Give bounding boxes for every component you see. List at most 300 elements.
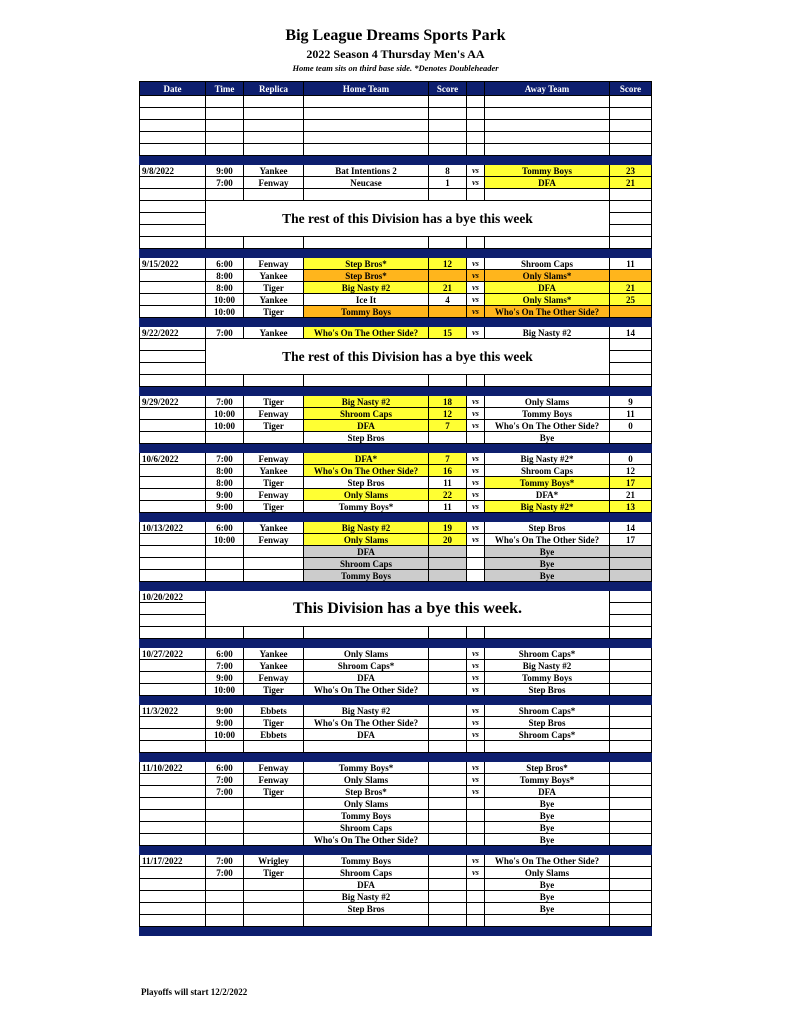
empty-row <box>140 375 652 387</box>
separator-cell <box>140 513 206 522</box>
separator-cell <box>206 156 244 165</box>
away-score-cell <box>610 120 652 132</box>
date-cell <box>140 225 206 237</box>
vs-cell: vs <box>467 648 485 660</box>
away-score-cell: 0 <box>610 453 652 465</box>
away-team-cell: DFA* <box>485 489 610 501</box>
away-team-cell: Bye <box>485 810 610 822</box>
separator-cell <box>206 639 244 648</box>
vs-cell: vs <box>467 534 485 546</box>
vs-cell <box>467 546 485 558</box>
home-team-cell <box>304 120 429 132</box>
away-team-cell <box>485 96 610 108</box>
vs-cell: vs <box>467 306 485 318</box>
separator-cell <box>140 846 206 855</box>
game-row <box>140 822 652 834</box>
date-cell <box>140 96 206 108</box>
date-cell <box>140 132 206 144</box>
vs-cell <box>467 144 485 156</box>
date-cell <box>140 570 206 582</box>
separator-cell <box>304 156 429 165</box>
game-row <box>140 396 652 408</box>
away-score-cell <box>610 834 652 846</box>
away-team-cell: Who's On The Other Side? <box>485 855 610 867</box>
date-cell <box>140 546 206 558</box>
separator-cell <box>304 696 429 705</box>
separator-cell <box>206 582 244 591</box>
time-cell <box>206 822 244 834</box>
away-team-cell <box>485 375 610 387</box>
time-cell <box>206 570 244 582</box>
separator-cell <box>610 513 652 522</box>
time-cell <box>206 834 244 846</box>
game-row <box>140 489 652 501</box>
vs-cell <box>467 189 485 201</box>
date-cell <box>140 363 206 375</box>
replica-cell: Tiger <box>244 306 304 318</box>
date-cell <box>140 915 206 927</box>
table-header-row <box>140 82 652 96</box>
away-team-cell: Big Nasty #2 <box>485 660 610 672</box>
away-team-cell: Bye <box>485 798 610 810</box>
date-cell <box>140 189 206 201</box>
home-team-cell: Only Slams <box>304 798 429 810</box>
home-score-cell <box>429 96 467 108</box>
separator-cell <box>304 318 429 327</box>
away-team-cell: Step Bros <box>485 522 610 534</box>
replica-cell: Fenway <box>244 534 304 546</box>
home-team-cell: DFA* <box>304 453 429 465</box>
game-row <box>140 558 652 570</box>
column-header: Time <box>206 82 244 96</box>
away-team-cell: DFA <box>485 786 610 798</box>
separator-cell <box>140 927 206 936</box>
separator-cell <box>429 513 467 522</box>
time-cell: 10:00 <box>206 306 244 318</box>
replica-cell <box>244 189 304 201</box>
week-separator <box>140 927 652 936</box>
date-cell <box>140 420 206 432</box>
separator-cell <box>429 846 467 855</box>
home-team-cell: Only Slams <box>304 774 429 786</box>
vs-cell <box>467 120 485 132</box>
home-team-cell: Who's On The Other Side? <box>304 684 429 696</box>
home-team-cell: Tommy Boys <box>304 810 429 822</box>
away-score-cell <box>610 627 652 639</box>
home-score-cell <box>429 558 467 570</box>
home-team-cell: Only Slams <box>304 534 429 546</box>
replica-cell <box>244 741 304 753</box>
replica-cell: Tiger <box>244 282 304 294</box>
page-title: Big League Dreams Sports Park <box>285 27 506 44</box>
empty-row <box>140 132 652 144</box>
game-row <box>140 798 652 810</box>
separator-cell <box>485 582 610 591</box>
away-score-cell <box>610 786 652 798</box>
time-cell <box>206 108 244 120</box>
separator-cell <box>429 318 467 327</box>
separator-cell <box>467 513 485 522</box>
home-team-cell: DFA <box>304 879 429 891</box>
home-score-cell: 12 <box>429 408 467 420</box>
home-team-cell: DFA <box>304 672 429 684</box>
away-score-cell: 17 <box>610 477 652 489</box>
time-cell <box>206 546 244 558</box>
home-team-cell: Step Bros <box>304 432 429 444</box>
home-score-cell <box>429 627 467 639</box>
date-cell <box>140 120 206 132</box>
away-team-cell: Tommy Boys <box>485 672 610 684</box>
home-score-cell: 16 <box>429 465 467 477</box>
replica-cell <box>244 570 304 582</box>
away-score-cell <box>610 570 652 582</box>
empty-row <box>140 627 652 639</box>
away-score-cell: 23 <box>610 165 652 177</box>
date-cell: 10/20/2022 <box>140 591 206 603</box>
date-cell <box>140 798 206 810</box>
replica-cell <box>244 144 304 156</box>
home-team-cell <box>304 915 429 927</box>
separator-cell <box>244 156 304 165</box>
separator-cell <box>467 927 485 936</box>
time-cell <box>206 879 244 891</box>
bye-row <box>140 339 652 351</box>
away-score-cell: 12 <box>610 465 652 477</box>
replica-cell: Fenway <box>244 774 304 786</box>
home-score-cell <box>429 108 467 120</box>
replica-cell: Tiger <box>244 420 304 432</box>
vs-cell: vs <box>467 762 485 774</box>
separator-cell <box>610 753 652 762</box>
vs-cell: vs <box>467 867 485 879</box>
separator-cell <box>140 444 206 453</box>
date-cell: 10/27/2022 <box>140 648 206 660</box>
replica-cell <box>244 879 304 891</box>
game-row <box>140 834 652 846</box>
home-score-cell <box>429 717 467 729</box>
separator-cell <box>206 387 244 396</box>
away-score-cell: 21 <box>610 489 652 501</box>
date-cell <box>140 294 206 306</box>
separator-cell <box>467 318 485 327</box>
away-score-cell <box>610 891 652 903</box>
time-cell <box>206 903 244 915</box>
separator-cell <box>206 846 244 855</box>
week-separator <box>140 156 652 165</box>
time-cell <box>206 120 244 132</box>
game-row <box>140 306 652 318</box>
away-score-cell: 14 <box>610 522 652 534</box>
separator-cell <box>485 927 610 936</box>
vs-cell: vs <box>467 477 485 489</box>
separator-cell <box>485 444 610 453</box>
replica-cell <box>244 237 304 249</box>
home-score-cell <box>429 189 467 201</box>
replica-cell <box>244 96 304 108</box>
home-score-cell: 21 <box>429 282 467 294</box>
away-score-cell <box>610 822 652 834</box>
date-cell <box>140 201 206 213</box>
home-team-cell <box>304 144 429 156</box>
separator-cell <box>610 696 652 705</box>
away-score-cell <box>610 351 652 363</box>
vs-cell: vs <box>467 672 485 684</box>
vs-cell <box>467 891 485 903</box>
separator-cell <box>485 318 610 327</box>
date-cell <box>140 108 206 120</box>
home-score-cell <box>429 660 467 672</box>
home-score-cell: 22 <box>429 489 467 501</box>
away-team-cell: Who's On The Other Side? <box>485 534 610 546</box>
empty-row <box>140 237 652 249</box>
replica-cell <box>244 108 304 120</box>
away-score-cell: 0 <box>610 420 652 432</box>
home-score-cell: 20 <box>429 534 467 546</box>
vs-cell: vs <box>467 282 485 294</box>
vs-cell <box>467 237 485 249</box>
date-cell <box>140 891 206 903</box>
week-separator <box>140 513 652 522</box>
away-score-cell: 9 <box>610 396 652 408</box>
separator-cell <box>429 249 467 258</box>
home-score-cell: 7 <box>429 420 467 432</box>
game-row <box>140 660 652 672</box>
game-row <box>140 534 652 546</box>
separator-cell <box>485 639 610 648</box>
away-score-cell <box>610 270 652 282</box>
separator-cell <box>610 639 652 648</box>
home-score-cell: 4 <box>429 294 467 306</box>
separator-cell <box>244 513 304 522</box>
home-team-cell: Shroom Caps* <box>304 660 429 672</box>
home-score-cell <box>429 672 467 684</box>
date-cell <box>140 903 206 915</box>
time-cell: 10:00 <box>206 294 244 306</box>
away-score-cell <box>610 189 652 201</box>
replica-cell: Yankee <box>244 465 304 477</box>
away-team-cell: Bye <box>485 834 610 846</box>
away-team-cell: Step Bros <box>485 717 610 729</box>
away-score-cell <box>610 546 652 558</box>
away-team-cell: Bye <box>485 903 610 915</box>
away-team-cell: Tommy Boys* <box>485 477 610 489</box>
vs-cell: vs <box>467 684 485 696</box>
replica-cell: Yankee <box>244 294 304 306</box>
vs-cell <box>467 432 485 444</box>
separator-cell <box>244 318 304 327</box>
separator-cell <box>467 696 485 705</box>
away-team-cell: Big Nasty #2* <box>485 453 610 465</box>
time-cell <box>206 558 244 570</box>
separator-cell <box>140 582 206 591</box>
away-team-cell: DFA <box>485 177 610 189</box>
home-score-cell <box>429 375 467 387</box>
home-team-cell: Big Nasty #2 <box>304 522 429 534</box>
away-score-cell <box>610 339 652 351</box>
game-row <box>140 270 652 282</box>
vs-cell <box>467 915 485 927</box>
home-score-cell <box>429 132 467 144</box>
home-team-cell: Big Nasty #2 <box>304 396 429 408</box>
replica-cell: Yankee <box>244 270 304 282</box>
time-cell: 8:00 <box>206 282 244 294</box>
away-score-cell <box>610 717 652 729</box>
away-score-cell: 14 <box>610 327 652 339</box>
column-header: Score <box>610 82 652 96</box>
vs-cell: vs <box>467 420 485 432</box>
separator-cell <box>485 696 610 705</box>
separator-cell <box>206 318 244 327</box>
away-team-cell <box>485 132 610 144</box>
separator-cell <box>485 513 610 522</box>
time-cell: 6:00 <box>206 522 244 534</box>
home-score-cell <box>429 891 467 903</box>
away-team-cell: Big Nasty #2* <box>485 501 610 513</box>
home-score-cell: 1 <box>429 177 467 189</box>
time-cell <box>206 237 244 249</box>
home-team-cell: Step Bros* <box>304 258 429 270</box>
replica-cell <box>244 375 304 387</box>
home-score-cell: 18 <box>429 396 467 408</box>
home-team-cell: Big Nasty #2 <box>304 891 429 903</box>
column-header: Score <box>429 82 467 96</box>
game-row <box>140 684 652 696</box>
date-cell <box>140 786 206 798</box>
separator-cell <box>485 387 610 396</box>
separator-cell <box>610 318 652 327</box>
replica-cell: Fenway <box>244 258 304 270</box>
replica-cell: Yankee <box>244 165 304 177</box>
replica-cell: Tiger <box>244 477 304 489</box>
home-team-cell <box>304 189 429 201</box>
separator-cell <box>244 753 304 762</box>
separator-cell <box>140 156 206 165</box>
away-team-cell: Shroom Caps <box>485 465 610 477</box>
time-cell: 9:00 <box>206 672 244 684</box>
date-cell: 9/15/2022 <box>140 258 206 270</box>
vs-cell <box>467 879 485 891</box>
separator-cell <box>140 318 206 327</box>
home-team-cell: Step Bros <box>304 903 429 915</box>
time-cell: 6:00 <box>206 258 244 270</box>
vs-cell <box>467 558 485 570</box>
home-team-cell: Shroom Caps <box>304 558 429 570</box>
away-score-cell <box>610 144 652 156</box>
home-score-cell <box>429 903 467 915</box>
vs-cell: vs <box>467 177 485 189</box>
empty-row <box>140 189 652 201</box>
time-cell: 7:00 <box>206 774 244 786</box>
away-team-cell <box>485 108 610 120</box>
week-separator <box>140 387 652 396</box>
date-cell <box>140 375 206 387</box>
week-separator <box>140 696 652 705</box>
away-score-cell <box>610 96 652 108</box>
away-score-cell: 25 <box>610 294 652 306</box>
separator-cell <box>206 249 244 258</box>
time-cell: 7:00 <box>206 177 244 189</box>
replica-cell: Yankee <box>244 522 304 534</box>
game-row <box>140 786 652 798</box>
replica-cell: Tiger <box>244 684 304 696</box>
time-cell: 9:00 <box>206 705 244 717</box>
time-cell <box>206 189 244 201</box>
away-team-cell: Tommy Boys* <box>485 774 610 786</box>
date-cell <box>140 879 206 891</box>
time-cell: 7:00 <box>206 786 244 798</box>
away-team-cell: Bye <box>485 546 610 558</box>
time-cell: 8:00 <box>206 477 244 489</box>
separator-cell <box>429 444 467 453</box>
bye-row <box>140 591 652 603</box>
away-team-cell: Bye <box>485 570 610 582</box>
away-score-cell <box>610 108 652 120</box>
vs-cell <box>467 798 485 810</box>
time-cell: 9:00 <box>206 717 244 729</box>
time-cell <box>206 810 244 822</box>
home-team-cell: Shroom Caps <box>304 867 429 879</box>
replica-cell <box>244 798 304 810</box>
home-team-cell: Step Bros <box>304 477 429 489</box>
replica-cell: Tiger <box>244 396 304 408</box>
vs-cell: vs <box>467 705 485 717</box>
separator-cell <box>467 249 485 258</box>
vs-cell: vs <box>467 717 485 729</box>
away-team-cell <box>485 741 610 753</box>
separator-cell <box>244 639 304 648</box>
date-cell: 11/3/2022 <box>140 705 206 717</box>
home-score-cell <box>429 648 467 660</box>
home-team-cell: Who's On The Other Side? <box>304 465 429 477</box>
away-score-cell <box>610 903 652 915</box>
date-cell <box>140 270 206 282</box>
separator-cell <box>467 753 485 762</box>
vs-cell: vs <box>467 327 485 339</box>
game-row <box>140 705 652 717</box>
home-team-cell <box>304 108 429 120</box>
away-score-cell <box>610 810 652 822</box>
home-score-cell <box>429 306 467 318</box>
date-cell <box>140 237 206 249</box>
separator-cell <box>244 582 304 591</box>
time-cell: 10:00 <box>206 684 244 696</box>
week-separator <box>140 318 652 327</box>
separator-cell <box>304 639 429 648</box>
separator-cell <box>485 249 610 258</box>
separator-cell <box>304 927 429 936</box>
home-score-cell: 11 <box>429 477 467 489</box>
date-cell: 11/17/2022 <box>140 855 206 867</box>
away-score-cell <box>610 855 652 867</box>
replica-cell <box>244 432 304 444</box>
game-row <box>140 570 652 582</box>
home-team-cell: Who's On The Other Side? <box>304 717 429 729</box>
replica-cell <box>244 891 304 903</box>
away-score-cell <box>610 591 652 603</box>
time-cell: 7:00 <box>206 327 244 339</box>
separator-cell <box>140 249 206 258</box>
away-score-cell <box>610 237 652 249</box>
date-cell <box>140 177 206 189</box>
date-cell <box>140 603 206 615</box>
game-row <box>140 762 652 774</box>
separator-cell <box>244 927 304 936</box>
separator-cell <box>485 156 610 165</box>
footer-note: Playoffs will start 12/2/2022 <box>141 987 248 997</box>
separator-cell <box>304 444 429 453</box>
replica-cell: Yankee <box>244 327 304 339</box>
date-cell <box>140 834 206 846</box>
